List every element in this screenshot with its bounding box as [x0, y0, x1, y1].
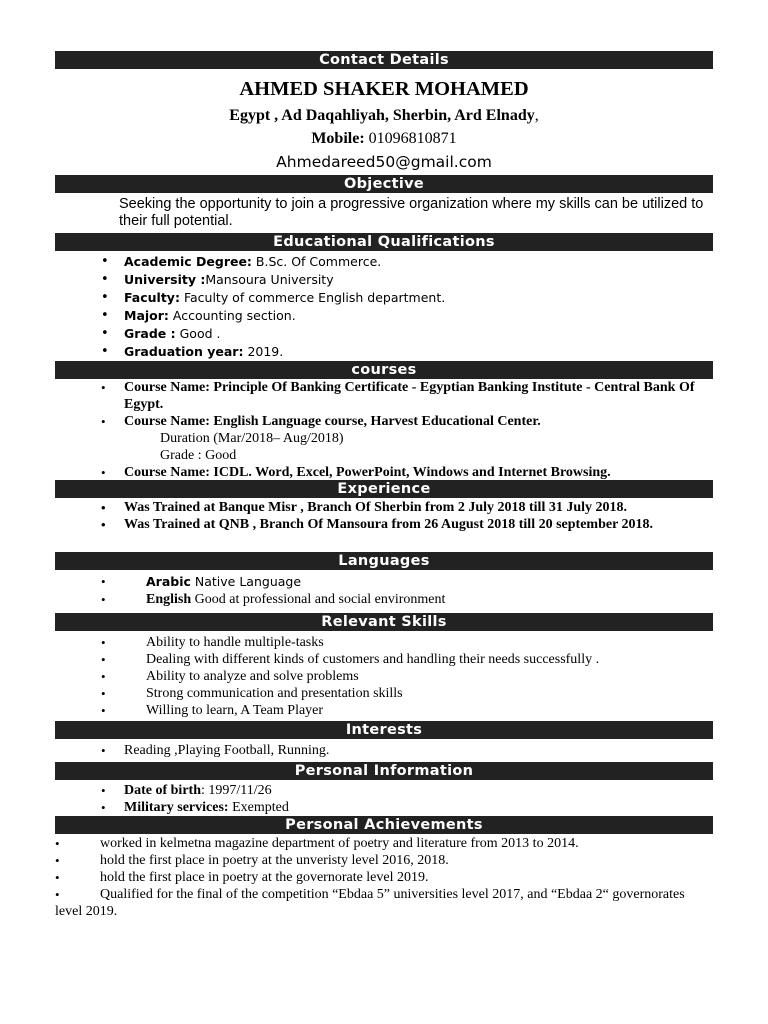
- skill-text: Strong communication and presentation skills: [146, 686, 403, 701]
- address-text: Egypt , Ad Daqahliyah, Sherbin, Ard Elnady: [229, 107, 535, 124]
- interest-text: Reading ,Playing Football, Running.: [124, 743, 330, 758]
- achievements-list: [55, 835, 715, 920]
- email-address: Ahmedareed50@gmail.com: [276, 153, 492, 171]
- bullet: •: [101, 272, 109, 287]
- bullet: •: [101, 783, 106, 798]
- experience-item: [0, 499, 704, 516]
- objective-text: Seeking the opportunity to join a progressive organization where my skills can be utilized to their full potential.: [119, 196, 704, 229]
- bullet: •: [101, 308, 109, 323]
- experience-text: Was Trained at Banque Misr , Branch Of Sherbin from 2 July 2018 till 31 July 2018.: [124, 500, 628, 515]
- address-line: [55, 107, 713, 125]
- bullet: •: [101, 290, 109, 305]
- skill-text: Ability to handle multiple-tasks: [146, 635, 324, 650]
- bullet: •: [55, 887, 60, 902]
- personal-label: Date of birth: [124, 783, 201, 798]
- education-value: Good .: [175, 326, 221, 341]
- bullet: •: [101, 380, 106, 395]
- section-header-experience: Experience: [55, 480, 713, 498]
- address-comma: ,: [534, 107, 539, 124]
- education-value: Faculty of commerce English department.: [179, 290, 446, 305]
- bullet: •: [101, 414, 106, 429]
- education-value: 2019.: [243, 344, 284, 359]
- skill-text: Ability to analyze and solve problems: [146, 669, 359, 684]
- bullet: •: [101, 592, 106, 607]
- education-label: Graduation year:: [124, 344, 244, 359]
- bullet: •: [101, 254, 109, 269]
- course-name: Course Name: English Language course, Harvest Educational Center.: [124, 414, 541, 429]
- section-header-interests: Interests: [55, 721, 713, 739]
- education-value: Accounting section.: [168, 308, 296, 323]
- section-header-courses: courses: [55, 361, 713, 379]
- language-level: Good at professional and social environment: [191, 592, 446, 607]
- course-item: [0, 379, 704, 413]
- section-header-skills: Relevant Skills: [55, 613, 713, 631]
- courses-list: [0, 379, 704, 481]
- bullet: •: [101, 517, 106, 532]
- education-label: Academic Degree:: [124, 254, 252, 269]
- section-header-contact: Contact Details: [55, 51, 713, 69]
- language-name: English: [146, 592, 192, 607]
- language-name: Arabic: [146, 574, 191, 589]
- course-name: Course Name: ICDL. Word, Excel, PowerPoint, Windows and Internet Browsing.: [124, 465, 611, 480]
- mobile-value: 01096810871: [368, 130, 457, 147]
- personal-label: Military services:: [124, 800, 229, 815]
- bullet: •: [101, 574, 106, 589]
- course-duration: Duration (Mar/2018– Aug/2018): [160, 431, 344, 446]
- education-label: Faculty:: [124, 290, 180, 305]
- education-label: University :: [124, 272, 206, 287]
- bullet: •: [101, 686, 106, 701]
- experience-text: Was Trained at QNB , Branch Of Mansoura from 26 August 2018 till 20 september 2018.: [124, 517, 654, 532]
- bullet: •: [101, 652, 106, 667]
- education-label: Grade :: [124, 326, 176, 341]
- bullet: •: [101, 465, 106, 480]
- mobile-label: Mobile:: [311, 130, 365, 147]
- education-label: Major:: [124, 308, 169, 323]
- achievement-item: [55, 869, 715, 886]
- bullet: •: [101, 800, 106, 815]
- section-header-personal: Personal Information: [55, 762, 713, 780]
- bullet: •: [55, 870, 60, 885]
- bullet: •: [101, 635, 106, 650]
- achievement-item: [55, 835, 715, 852]
- bullet: •: [101, 703, 106, 718]
- achievement-text: hold the first place in poetry at the unveristy level 2016, 2018.: [100, 853, 449, 868]
- course-grade: Grade : Good: [160, 448, 237, 463]
- education-value: B.Sc. Of Commerce.: [251, 254, 382, 269]
- mobile-line: [55, 130, 713, 148]
- experience-list: [0, 499, 704, 533]
- bullet: •: [55, 853, 60, 868]
- achievement-text: Qualified for the final of the competition “Ebdaa 5” universities level 2017, and “Ebdaa 2“ governorates level 2019.: [55, 887, 685, 919]
- achievement-item: [55, 852, 715, 869]
- course-item: [0, 464, 704, 481]
- section-header-objective: Objective: [55, 175, 713, 193]
- bullet: •: [101, 743, 106, 758]
- section-header-languages: Languages: [55, 552, 713, 570]
- course-name: Course Name: Principle Of Banking Certificate - Egyptian Banking Institute - Central Bank Of Egypt.: [124, 380, 695, 412]
- section-header-education: Educational Qualifications: [55, 233, 713, 251]
- experience-item: [0, 516, 704, 533]
- personal-value: Exempted: [228, 800, 289, 815]
- course-item: [0, 413, 704, 464]
- bullet: •: [55, 836, 60, 851]
- skill-text: Dealing with different kinds of customers and handling their needs successfully .: [146, 652, 600, 667]
- bullet: •: [101, 669, 106, 684]
- language-level: Native Language: [190, 574, 302, 589]
- personal-value: : 1997/11/26: [201, 783, 272, 798]
- achievement-text: worked in kelmetna magazine department of poetry and literature from 2013 to 2014.: [100, 836, 579, 851]
- bullet: •: [101, 344, 109, 359]
- education-value: Mansoura University: [205, 272, 334, 287]
- achievement-item: [55, 886, 715, 920]
- bullet: •: [101, 500, 106, 515]
- candidate-name: AHMED SHAKER MOHAMED: [239, 78, 529, 100]
- bullet: •: [101, 326, 109, 341]
- section-header-achievements: Personal Achievements: [55, 816, 713, 834]
- skill-text: Willing to learn, A Team Player: [146, 703, 324, 718]
- achievement-text: hold the first place in poetry at the governorate level 2019.: [100, 870, 429, 885]
